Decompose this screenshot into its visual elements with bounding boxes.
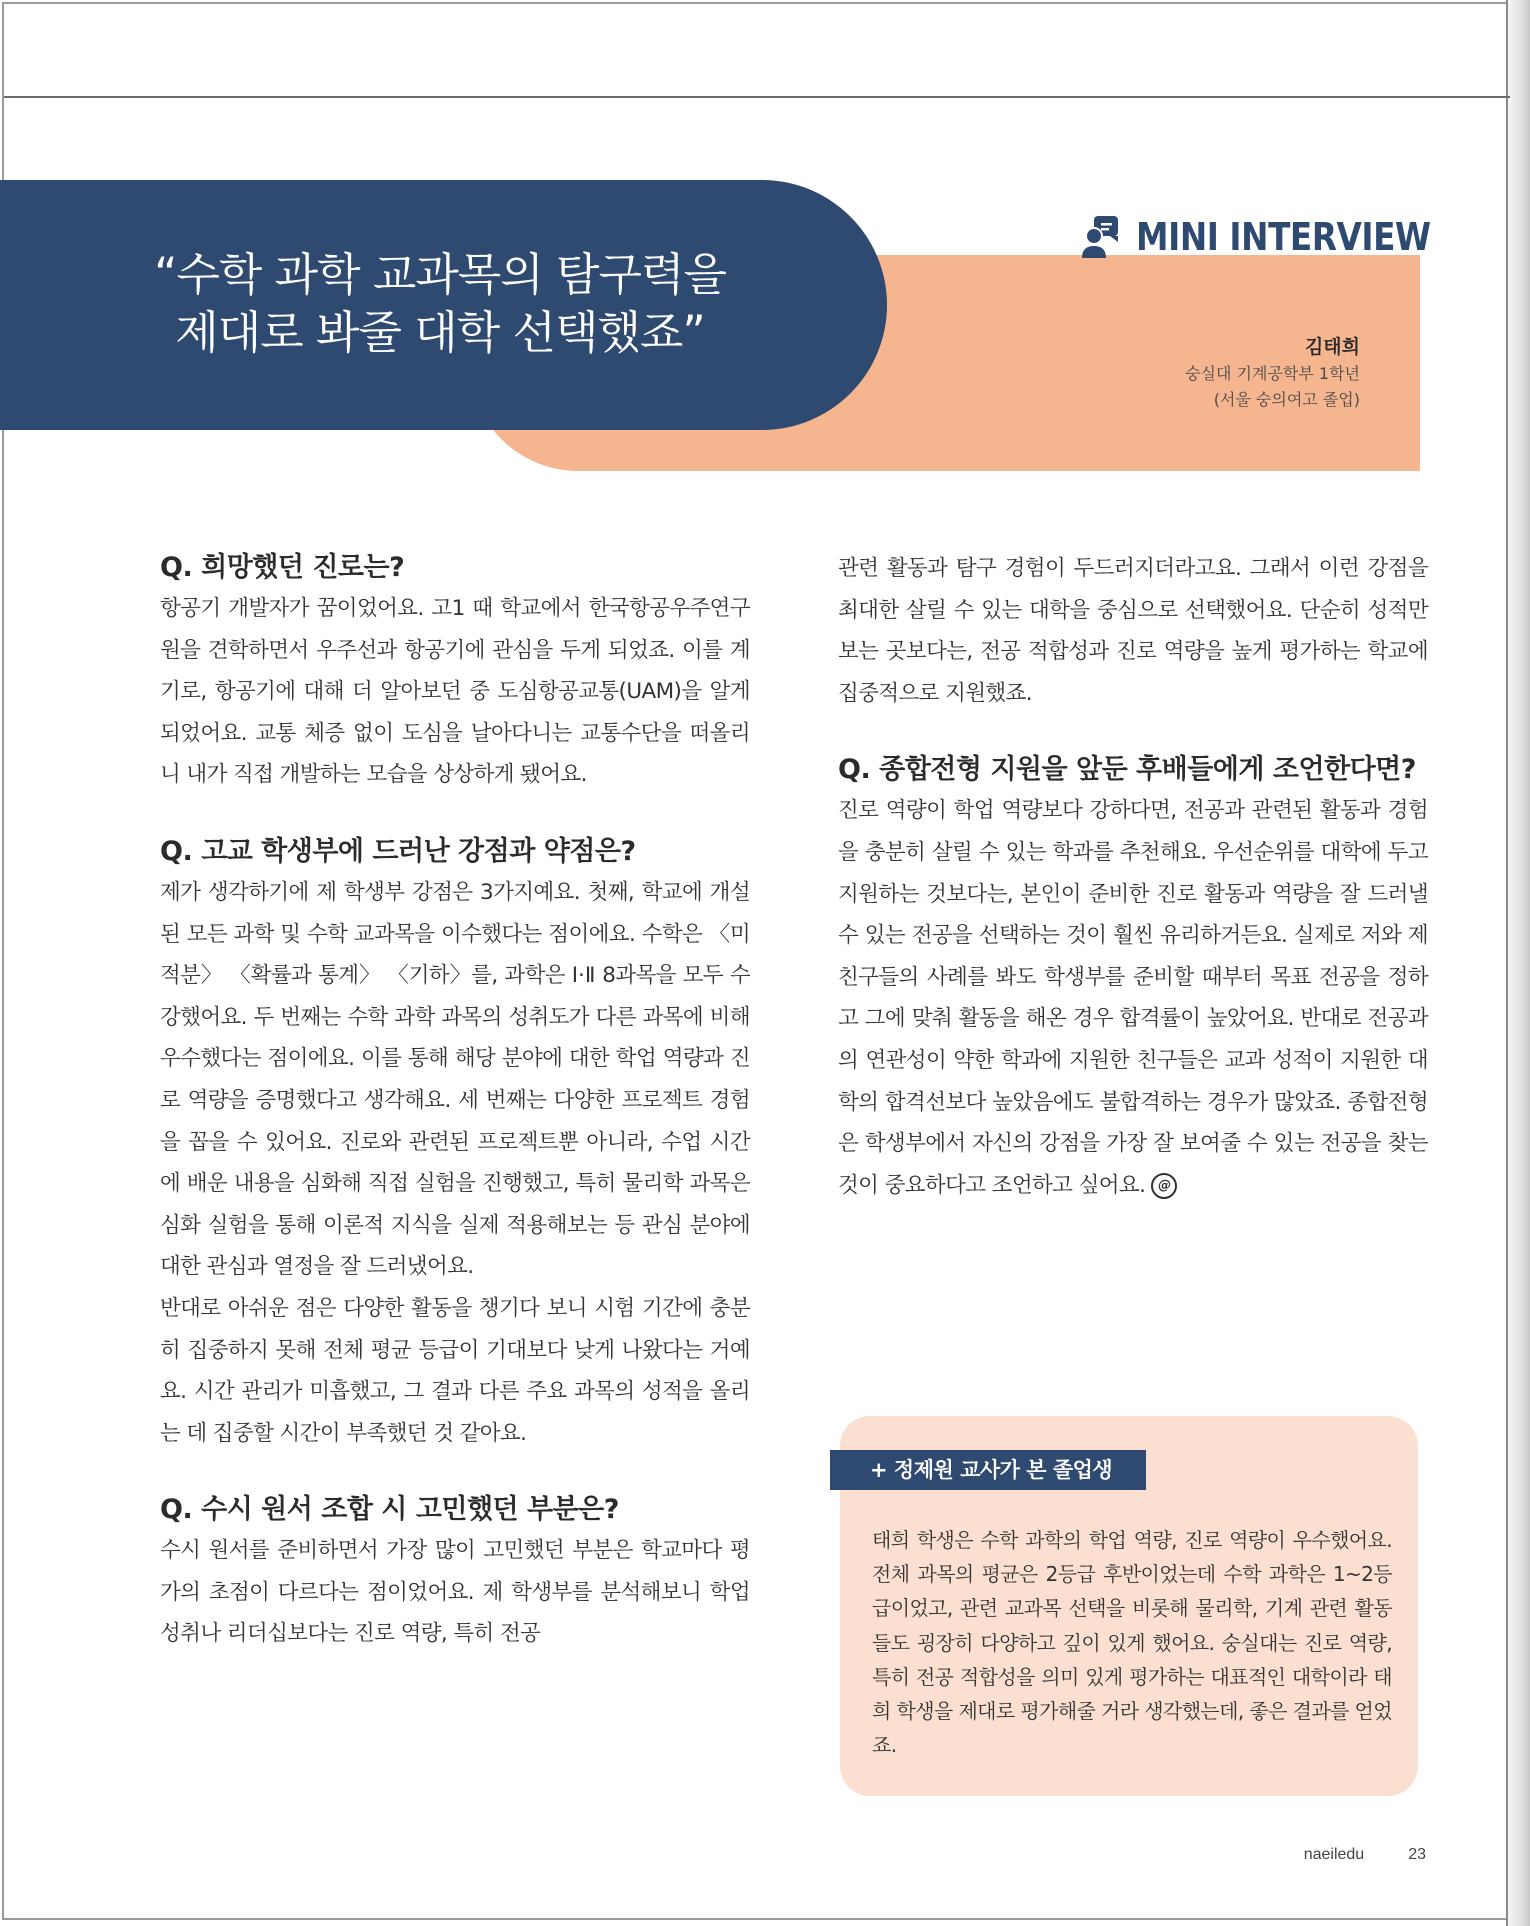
section-label <box>1080 214 1479 260</box>
right-column <box>838 548 1428 1206</box>
interviewee-graduation: (서울 숭의여고 졸업) <box>1213 390 1360 409</box>
question-heading: Q. 고교 학생부에 드러난 강점과 약점은? <box>160 835 636 867</box>
page-edge <box>1506 0 1530 1926</box>
answer-text: 진로 역량이 학업 역량보다 강하다면, 전공과 관련된 활동과 경험을 충분히 살릴 수 있는 학과를 추천해요. 우선순위를 대학에 두고 지원하는 것보다는, 본인이 준비한 진로 활동과 역량을 잘 드러낼 수 있는 전공을 선택하는 것이 훨씬 유리하거든요. 실제로 저와 제 친구들의 사례를 봐도 학생부를 준비할 때부터 목표 전공을 정하고 그에 맞춰 활동을 해온 경우 합격률이 높았어요. 반대로 전공과의 연관성이 약한 학과에 지원한 친구들은 교과 성적이 지원한 대학의 합격선보다 높았음에도 불합격하는 경우가 많았죠. 종합전형은 학생부에서 자신의 강점을 가장 잘 보여줄 수 있는 전공을 찾는 것이 중요하다고 조언하고 싶어요. <box>838 798 1428 1198</box>
person-chat-icon <box>1080 214 1126 260</box>
answer-paragraph: 수시 원서를 준비하면서 가장 많이 고민했던 부분은 학교마다 평가의 초점이 다르다는 점이었어요. 제 학생부를 분석해보니 학업 성취나 리더십보다는 진로 역량, 특히 전공 <box>160 1538 750 1647</box>
question-heading: Q. 종합전형 지원을 앞둔 후배들에게 조언한다면? <box>838 754 1416 786</box>
answer-paragraph: 항공기 개발자가 꿈이었어요. 고1 때 학교에서 한국항공우주연구원을 견학하면서 우주선과 항공기에 관심을 두게 되었죠. 이를 계기로, 항공기에 대해 더 알아보던 중 도심항공교통(UAM)을 알게 되었어요. 교통 체증 없이 도심을 날아다니는 교통수단을 떠올리니 내가 직접 개발하는 모습을 상상하게 됐어요. <box>160 596 750 788</box>
mini-interview-label: MINI INTERVIEW <box>1136 215 1431 259</box>
headline: “수학 과학 교과목의 탐구력을 제대로 봐줄 대학 선택했죠” <box>154 248 726 359</box>
answer-paragraph <box>838 790 1428 1206</box>
teacher-comment-text: 태희 학생은 수학 과학의 학업 역량, 진로 역량이 우수했어요. 전체 과목의 평균은 2등급 후반이었는데 수학 과학은 1~2등급이었고, 관련 교과목 선택을 비롯해 물리학, 기계 관련 활동들도 굉장히 다양하고 깊이 있게 했어요. 숭실대는 진로 역량, 특히 전공 적합성을 의미 있게 평가하는 대표적인 대학이라 태희 학생을 제대로 평가해줄 거라 생각했는데, 좋은 결과를 얻었죠. <box>872 1528 1392 1758</box>
left-column <box>160 548 750 1655</box>
question-heading: Q. 수시 원서 조합 시 고민했던 부분은? <box>160 1494 619 1526</box>
answer-paragraph: 제가 생각하기에 제 학생부 강점은 3가지예요. 첫째, 학교에 개설된 모든 과학 및 수학 교과목을 이수했다는 점이에요. 수학은 〈미적분〉 〈확률과 통계〉 〈기하〉를, 과학은 Ⅰ·Ⅱ 8과목을 모두 수강했어요. 두 번째는 수학 과학 과목의 성취도가 다른 과목에 비해 우수했다는 점이에요. 이를 통해 해당 분야에 대한 학업 역량과 진로 역량을 증명했다고 생각해요. 세 번째는 다양한 프로젝트 경험을 꼽을 수 있어요. 진로와 관련된 프로젝트뿐 아니라, 수업 시간에 배운 내용을 심화해 직접 실험을 진행했고, 특히 물리학 과목은 심화 실험을 통해 이론적 지식을 실제 적용해보는 등 관심 분야에 대한 관심과 열정을 잘 드러냈어요. <box>160 879 750 1280</box>
interviewee-school: 숭실대 기계공학부 1학년 <box>1185 364 1360 383</box>
interviewee-info <box>1185 333 1360 413</box>
interviewee-name: 김태희 <box>1304 336 1360 358</box>
top-rule <box>4 96 1510 98</box>
answer-paragraph: 반대로 아쉬운 점은 다양한 활동을 챙기다 보니 시험 기간에 충분히 집중하지 못해 전체 평균 등급이 기대보다 낮게 나왔다는 거예요. 시간 관리가 미흡했고, 그 결과 다른 주요 과목의 성적을 올리는 데 집중할 시간이 부족했던 것 같아요. <box>160 1295 750 1446</box>
end-mark-icon: @ <box>1151 1173 1177 1199</box>
answer-paragraph-continued: 관련 활동과 탐구 경험이 두드러지더라고요. 그래서 이런 강점을 최대한 살릴 수 있는 대학을 중심으로 선택했어요. 단순히 성적만 보는 곳보다는, 전공 적합성과 진로 역량을 높게 평가하는 학교에 집중적으로 지원했죠. <box>838 556 1428 706</box>
page-footer <box>1304 1846 1426 1864</box>
teacher-comment-label: + 정제원 교사가 본 졸업생 <box>830 1450 1146 1490</box>
page-number: 23 <box>1408 1846 1426 1863</box>
footer-brand: naeiledu <box>1303 1846 1365 1863</box>
question-heading: Q. 희망했던 진로는? <box>160 552 405 583</box>
